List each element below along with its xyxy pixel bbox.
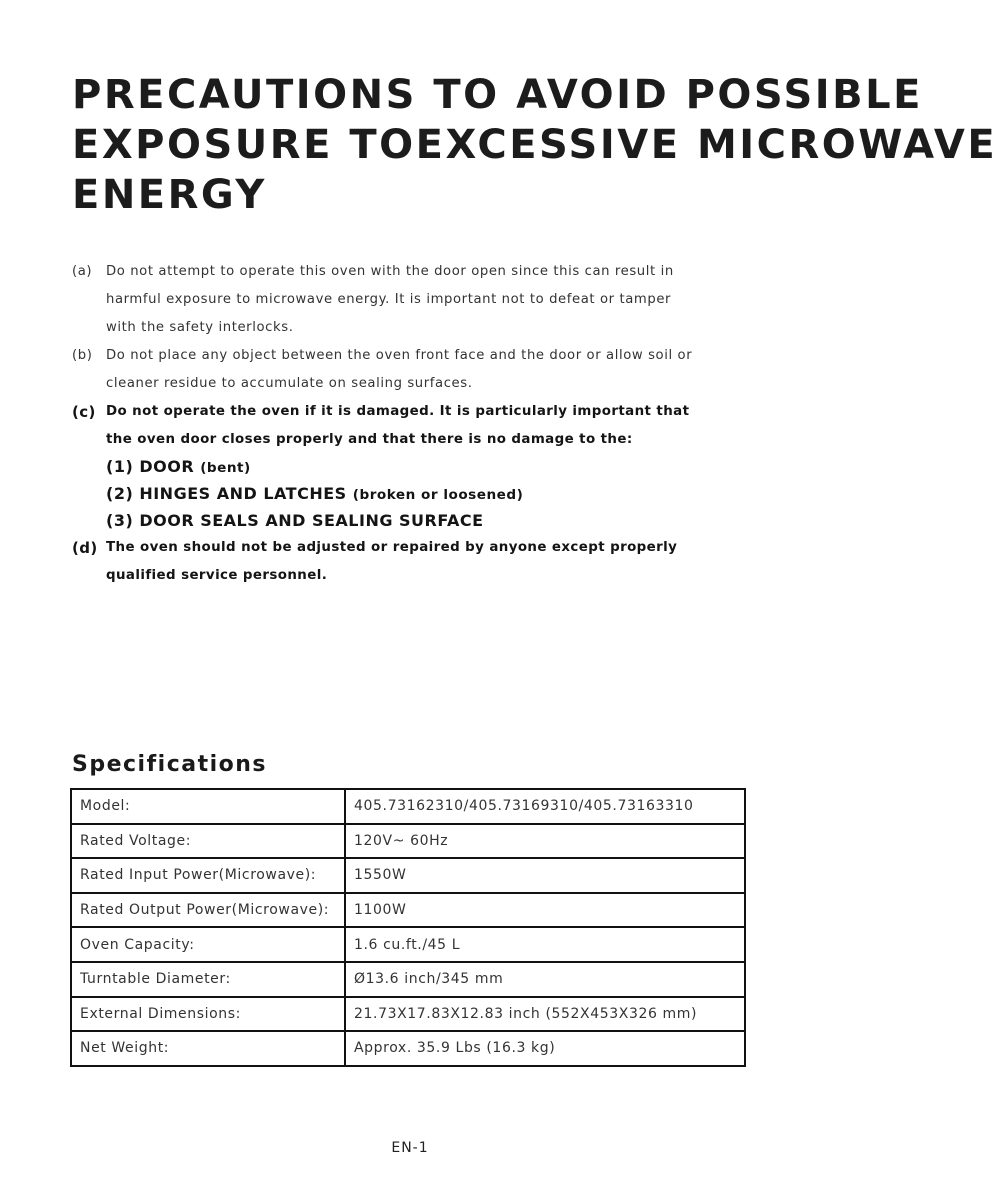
precaution-c-sub-3: (3) DOOR SEALS AND SEALING SURFACE: [106, 511, 484, 530]
title-line-2: EXPOSURE TOEXCESSIVE MICROWAVE: [72, 122, 997, 168]
precaution-b-line-2: cleaner residue to accumulate on sealing surfaces.: [106, 376, 473, 391]
spec-value: Approx. 35.9 Lbs (16.3 kg): [345, 1031, 745, 1066]
table-row: [71, 858, 745, 893]
precaution-d-label: (d): [72, 539, 98, 557]
title-line-1: PRECAUTIONS TO AVOID POSSIBLE: [72, 72, 923, 118]
sub-1-note: (bent): [200, 460, 251, 476]
precaution-b-line-1: Do not place any object between the oven front face and the door or allow soil or: [106, 348, 693, 363]
spec-label: External Dimensions:: [71, 997, 345, 1032]
specifications-heading: Specifications: [72, 752, 268, 777]
sub-1-main: (1) DOOR: [106, 457, 201, 476]
table-row: [71, 962, 745, 997]
spec-value: 1100W: [345, 893, 745, 928]
table-row: [71, 789, 745, 824]
precautions-list: [72, 258, 772, 590]
table-row: [71, 1031, 745, 1066]
precaution-a-label: (a): [72, 264, 93, 279]
precaution-a-line-1: Do not attempt to operate this oven with the door open since this can result in: [106, 264, 674, 279]
spec-value: Ø13.6 inch/345 mm: [345, 962, 745, 997]
spec-label: Rated Output Power(Microwave):: [71, 893, 345, 928]
spec-value: 1550W: [345, 858, 745, 893]
sub-2-main: (2) HINGES AND LATCHES: [106, 484, 353, 503]
table-row: [71, 927, 745, 962]
table-row: [71, 997, 745, 1032]
page-title: [72, 70, 997, 220]
specifications-table: [70, 788, 746, 1067]
precaution-a-line-3: with the safety interlocks.: [106, 320, 294, 335]
page-number: EN-1: [391, 1140, 429, 1156]
precaution-c-sub-2: [72, 481, 772, 508]
title-line-3: ENERGY: [72, 172, 267, 218]
spec-label: Rated Input Power(Microwave):: [71, 858, 345, 893]
precaution-d: [72, 534, 772, 590]
sub-2-note: (broken or loosened): [352, 487, 524, 503]
precaution-c-line-1: Do not operate the oven if it is damaged. It is particularly important that: [106, 404, 690, 419]
spec-label: Net Weight:: [71, 1031, 345, 1066]
precaution-d-line-1: The oven should not be adjusted or repaired by anyone except properly: [106, 540, 678, 555]
precaution-c: [72, 398, 772, 534]
spec-value: 120V~ 60Hz: [345, 824, 745, 859]
precaution-d-line-2: qualified service personnel.: [106, 568, 328, 583]
precaution-a-line-2: harmful exposure to microwave energy. It is important not to defeat or tamper: [106, 292, 672, 307]
precaution-b-label: (b): [72, 348, 93, 363]
precaution-c-line-2: the oven door closes properly and that there is no damage to the:: [106, 432, 633, 447]
spec-value: 405.73162310/405.73169310/405.73163310: [345, 789, 745, 824]
precaution-c-sub-1: [72, 454, 772, 481]
spec-label: Turntable Diameter:: [71, 962, 345, 997]
spec-label: Oven Capacity:: [71, 927, 345, 962]
spec-label: Rated Voltage:: [71, 824, 345, 859]
precaution-a: [72, 258, 772, 342]
spec-value: 1.6 cu.ft./45 L: [345, 927, 745, 962]
spec-label: Model:: [71, 789, 345, 824]
table-row: [71, 893, 745, 928]
table-row: [71, 824, 745, 859]
precaution-b: [72, 342, 772, 398]
spec-value: 21.73X17.83X12.83 inch (552X453X326 mm): [345, 997, 745, 1032]
precaution-c-label: (c): [72, 403, 96, 421]
